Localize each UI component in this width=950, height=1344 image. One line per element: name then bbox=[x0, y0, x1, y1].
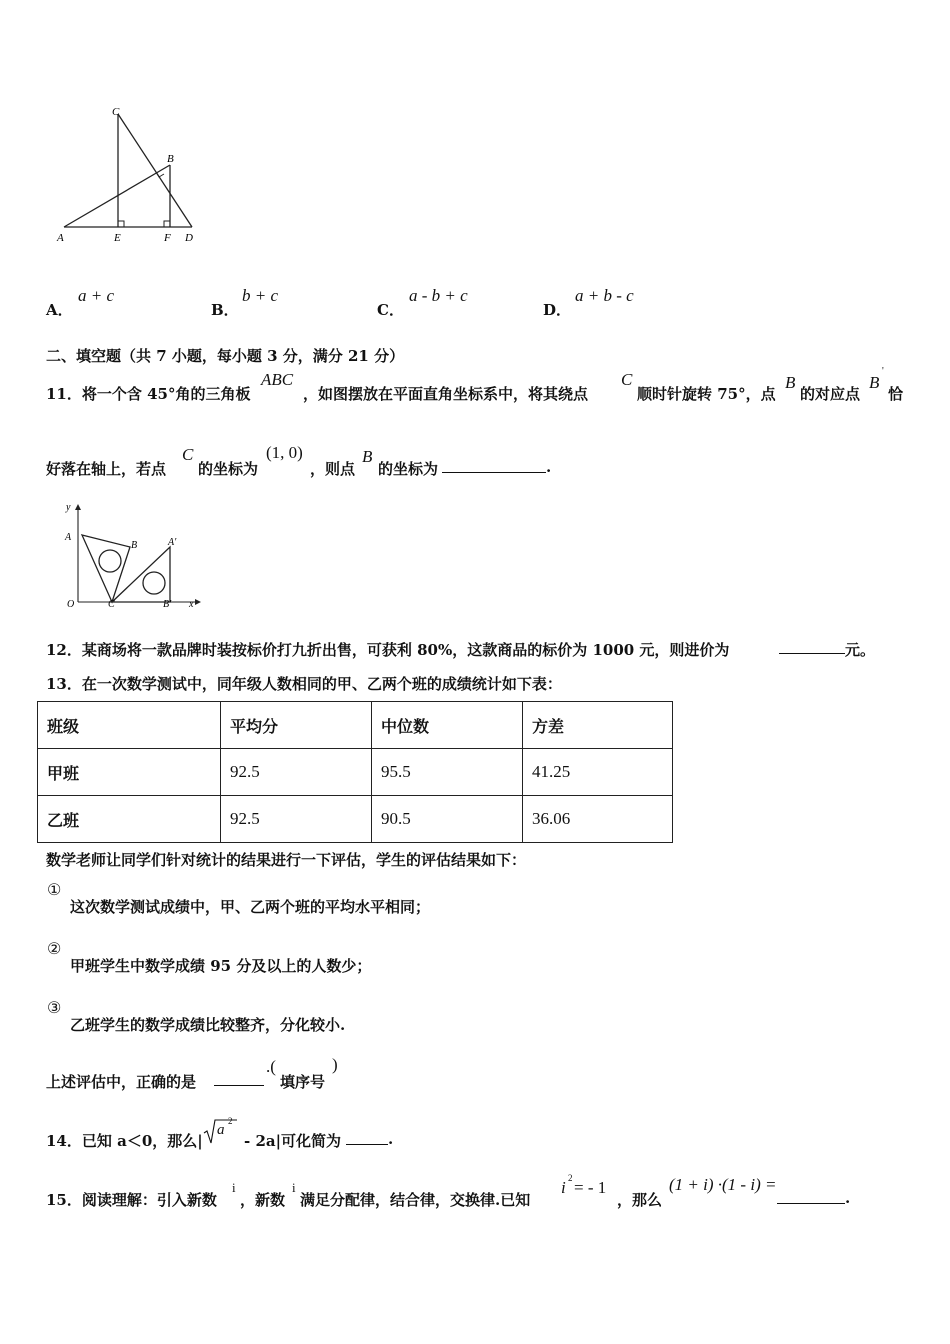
table-cell: 90.5 bbox=[372, 796, 523, 843]
q11-math-c: C bbox=[621, 370, 633, 389]
q13-item-3-mark: ③ bbox=[47, 998, 62, 1017]
option-a-expr: a + c bbox=[78, 286, 115, 305]
figure2-label-o: O bbox=[67, 599, 75, 610]
table-header-row bbox=[38, 702, 673, 749]
q13-item-1-mark: ① bbox=[47, 880, 62, 899]
q11-text-9: 的坐标为 bbox=[378, 460, 439, 478]
q15-text-1: 15．阅读理解：引入新数 bbox=[46, 1191, 217, 1209]
option-b-letter[interactable]: B． bbox=[211, 301, 239, 319]
q14-text-1: 14．已知 a＜0，那么| bbox=[46, 1132, 203, 1150]
q11-text-3: 顺时针旋转 75°，点 bbox=[637, 385, 776, 403]
q11-math-b: B bbox=[785, 373, 796, 392]
table-cell: 36.06 bbox=[523, 796, 673, 843]
q11-text-4: 的对应点 bbox=[800, 385, 861, 403]
q11-math-abc: ABC bbox=[261, 370, 294, 389]
q15-eq1-i: i bbox=[561, 1178, 566, 1197]
option-a-letter[interactable]: A． bbox=[46, 301, 73, 319]
table-header-cell: 中位数 bbox=[372, 702, 523, 749]
q13-item-1-text: 这次数学测试成绩中，甲、乙两个班的平均水平相同； bbox=[70, 898, 431, 916]
q13-answer-fill: 填序号 bbox=[280, 1073, 326, 1091]
q13-intro: 13．在一次数学测试中，同年级人数相同的甲、乙两个班的成绩统计如下表： bbox=[46, 675, 562, 693]
table-cell: 92.5 bbox=[221, 796, 372, 843]
figure1-label-c: C bbox=[112, 106, 120, 118]
q14-exponent: 2 bbox=[228, 1116, 233, 1126]
table-cell: 41.25 bbox=[523, 749, 673, 796]
option-b-expr: b + c bbox=[242, 286, 279, 305]
q15-eq2: (1 + i) ·(1 - i) = bbox=[669, 1175, 777, 1194]
q13-after-text: 数学老师让同学们针对统计的结果进行一下评估，学生的评估结果如下： bbox=[46, 851, 527, 869]
option-c-letter[interactable]: C． bbox=[377, 301, 404, 319]
table-cell: 92.5 bbox=[221, 749, 372, 796]
q15-text-2: ，新数 bbox=[240, 1191, 286, 1209]
q11-text-5: 恰 bbox=[888, 385, 904, 403]
q13-answer-prefix: 上述评估中，正确的是 bbox=[46, 1073, 197, 1091]
q11-text-1: 11．将一个含 45°角的三角板 bbox=[46, 385, 251, 403]
q13-answer-mid: .( bbox=[266, 1057, 276, 1076]
table-cell: 乙班 bbox=[38, 796, 221, 843]
table-row bbox=[38, 749, 673, 796]
option-d-letter[interactable]: D． bbox=[543, 301, 572, 319]
q11-math-b2: B bbox=[362, 447, 373, 466]
q14-text-2: - 2a|可化简为 bbox=[244, 1132, 342, 1150]
figure-coordinate-diagram bbox=[60, 500, 205, 615]
figure2-label-c: C bbox=[108, 599, 115, 610]
figure2-label-b: B bbox=[131, 540, 138, 551]
figure1-label-f: F bbox=[164, 232, 171, 244]
figure2-label-a: A bbox=[65, 532, 72, 543]
q15-i-1: i bbox=[232, 1180, 236, 1195]
table-cell: 甲班 bbox=[38, 749, 221, 796]
q13-item-2-mark: ② bbox=[47, 939, 62, 958]
q13-answer-blank[interactable] bbox=[214, 1071, 264, 1086]
q13-item-2-text: 甲班学生中数学成绩 95 分及以上的人数少； bbox=[70, 957, 372, 975]
q15-text-3: 满足分配律，结合律，交换律.已知 bbox=[300, 1191, 531, 1209]
q11-text-2: ，如图摆放在平面直角坐标系中，将其绕点 bbox=[303, 385, 589, 403]
q12-text-end: 元。 bbox=[845, 641, 876, 659]
table-row bbox=[38, 796, 673, 843]
q15-answer-blank[interactable] bbox=[777, 1189, 845, 1204]
q15-eq1-rest: = - 1 bbox=[574, 1178, 607, 1197]
q12-answer-blank[interactable] bbox=[779, 639, 845, 654]
q12-text: 12．某商场将一款品牌时装按标价打九折出售，可获利 80%，这款商品的标价为 1000 元，则进价为 bbox=[46, 641, 730, 659]
score-table bbox=[37, 701, 673, 843]
q14-radicand: a bbox=[217, 1122, 225, 1138]
figure1-label-a: A bbox=[57, 232, 64, 244]
q14-answer-blank[interactable] bbox=[346, 1130, 388, 1145]
figure2-label-x: x bbox=[189, 599, 194, 610]
figure2-label-aprime: A′ bbox=[168, 537, 177, 548]
option-c-expr: a - b + c bbox=[409, 286, 468, 305]
q15-text-end: . bbox=[845, 1189, 851, 1207]
q15-eq1-exp: 2 bbox=[568, 1173, 573, 1183]
figure1-label-b: B bbox=[167, 153, 174, 165]
q11-math-prime: ' bbox=[882, 366, 884, 377]
figure2-label-y: y bbox=[66, 502, 71, 513]
section-title: 二、填空题（共 7 小题，每小题 3 分，满分 21 分） bbox=[46, 347, 405, 365]
q11-answer-blank[interactable] bbox=[442, 458, 546, 473]
table-header-cell: 班级 bbox=[38, 702, 221, 749]
q13-answer-close: ) bbox=[332, 1055, 338, 1074]
q11-text-8: ，则点 bbox=[310, 460, 356, 478]
q15-i-2: i bbox=[292, 1180, 296, 1195]
q11-text-end: . bbox=[546, 458, 552, 476]
option-d-expr: a + b - c bbox=[575, 286, 634, 305]
q14-text-end: . bbox=[388, 1130, 394, 1148]
figure2-label-bprime: B′ bbox=[163, 599, 172, 610]
figure1-label-e: E bbox=[114, 232, 121, 244]
figure1-label-d: D bbox=[185, 232, 193, 244]
table-header-cell: 平均分 bbox=[221, 702, 372, 749]
q13-item-3-text: 乙班学生的数学成绩比较整齐，分化较小. bbox=[70, 1016, 346, 1034]
q11-coord: (1, 0) bbox=[266, 443, 303, 462]
q11-math-bprime: B bbox=[869, 373, 880, 392]
figure-triangle-diagram bbox=[52, 100, 212, 250]
q11-text-6: 好落在轴上，若点 bbox=[46, 460, 167, 478]
q11-text-7: 的坐标为 bbox=[198, 460, 259, 478]
q15-text-4: ，那么 bbox=[617, 1191, 663, 1209]
table-cell: 95.5 bbox=[372, 749, 523, 796]
table-header-cell: 方差 bbox=[523, 702, 673, 749]
q11-math-c2: C bbox=[182, 445, 194, 464]
